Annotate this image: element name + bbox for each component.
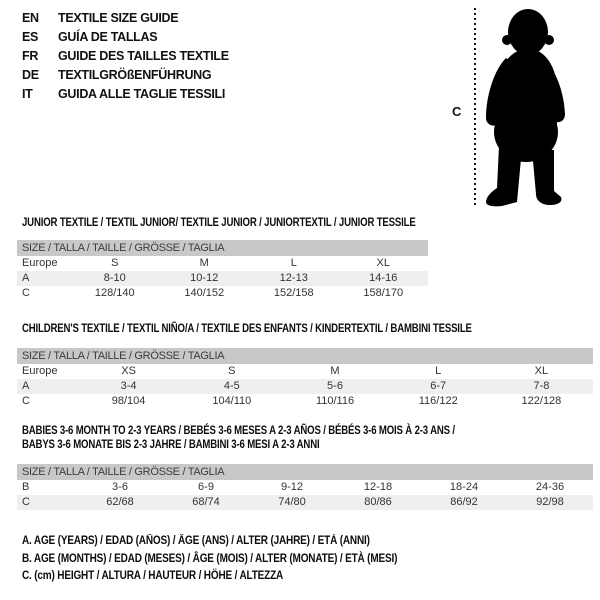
language-title: TEXTILGRÖßENFÜHRUNG <box>58 67 212 82</box>
table-row <box>17 256 428 271</box>
table-cell: 74/80 <box>278 496 306 508</box>
language-code: FR <box>22 48 39 63</box>
table-cell: 6-9 <box>198 481 214 493</box>
language-title: GUÍA DE TALLAS <box>58 29 158 44</box>
table-cell: 12-13 <box>279 272 308 284</box>
section-title-children: CHILDREN'S TEXTILE / TEXTIL NIÑO/A / TEXTILE DES ENFANTS / KINDERTEXTIL / BAMBINI TESSILE <box>22 321 472 335</box>
legend-line-c: C. (cm) HEIGHT / ALTURA / HAUTEUR / HÖHE / ALTEZZA <box>22 570 284 582</box>
language-code: ES <box>22 29 39 44</box>
table-cell: 14-16 <box>369 272 398 284</box>
table-cell: M <box>199 257 209 269</box>
table-header-bar: SIZE / TALLA / TAILLE / GRÖSSE / TAGLIA <box>17 464 593 480</box>
legend-line-a: A. AGE (YEARS) / EDAD (AÑOS) / ÂGE (ANS) / ALTER (JAHRE) / ETÀ (ANNI) <box>22 535 370 547</box>
table-cell: L <box>290 257 297 269</box>
table-cell: 12-18 <box>363 481 393 493</box>
table-cell: S <box>228 365 236 377</box>
section-title-babies <box>22 424 455 451</box>
table-cell: 110/116 <box>315 395 355 407</box>
table-cell: 6-7 <box>430 380 447 392</box>
legend-line-b: B. AGE (MONTHS) / EDAD (MESES) / ÂGE (MOIS) / ALTER (MONATE) / ETÀ (MESI) <box>22 552 398 565</box>
table-cell: 128/140 <box>94 287 135 299</box>
table-cell: 62/68 <box>106 496 134 508</box>
row-label: C <box>22 287 30 299</box>
table-cell: 9-12 <box>280 481 304 493</box>
height-dotted-line <box>474 8 476 208</box>
table-header-bar: SIZE / TALLA / TAILLE / GRÖSSE / TAGLIA <box>17 348 593 364</box>
table-cell: 18-24 <box>449 481 479 493</box>
table-cell: 10-12 <box>190 272 219 284</box>
table-cell: L <box>435 365 442 377</box>
table-cell: 3-6 <box>112 481 128 493</box>
language-list <box>22 8 229 103</box>
table-cell: 158/170 <box>363 287 404 299</box>
row-label: Europe <box>22 365 58 377</box>
size-table-babies <box>17 464 593 510</box>
table-cell: 24-36 <box>535 481 565 493</box>
language-row-en <box>22 8 229 27</box>
section-title-junior: JUNIOR TEXTILE / TEXTIL JUNIOR/ TEXTILE JUNIOR / JUNIORTEXTIL / JUNIOR TESSILE <box>22 215 416 229</box>
language-code: IT <box>22 86 33 101</box>
table-cell: 116/122 <box>418 395 458 407</box>
legend <box>22 533 397 586</box>
table-header-bar: SIZE / TALLA / TAILLE / GRÖSSE / TAGLIA <box>17 240 428 256</box>
table-cell: 122/128 <box>521 395 562 407</box>
language-row-es <box>22 27 229 46</box>
language-title: GUIDE DES TAILLES TEXTILE <box>58 48 229 63</box>
table-cell: 140/152 <box>184 287 225 299</box>
table-cell: 98/104 <box>111 395 146 407</box>
row-label: Europe <box>22 257 58 269</box>
table-cell: 4-5 <box>223 380 240 392</box>
table-row <box>17 379 593 394</box>
language-row-it <box>22 84 229 103</box>
table-cell: S <box>111 257 119 269</box>
table-cell: 8-10 <box>103 272 126 284</box>
table-row <box>17 271 428 286</box>
table-cell: M <box>330 365 340 377</box>
row-label: B <box>22 481 30 493</box>
table-row <box>17 286 428 301</box>
row-label: C <box>22 496 30 508</box>
table-cell: 104/110 <box>212 395 252 407</box>
section-title-line2: BABYS 3-6 MONATE BIS 2-3 JAHRE / BAMBINI 3-6 MESI A 2-3 ANNI <box>22 436 320 451</box>
size-table-junior <box>17 240 428 301</box>
table-cell: XL <box>376 257 390 269</box>
size-table-children <box>17 348 593 409</box>
table-row <box>17 394 593 409</box>
language-code: DE <box>22 67 39 82</box>
row-label: A <box>22 380 30 392</box>
table-row <box>17 480 593 495</box>
row-label: A <box>22 272 30 284</box>
table-cell: 7-8 <box>533 380 550 392</box>
table-cell: 3-4 <box>120 380 137 392</box>
language-code: EN <box>22 10 39 25</box>
table-row <box>17 495 593 510</box>
language-title: TEXTILE SIZE GUIDE <box>58 10 179 25</box>
table-cell: 68/74 <box>192 496 220 508</box>
table-cell: 92/98 <box>536 496 564 508</box>
language-row-fr <box>22 46 229 65</box>
row-label: C <box>22 395 30 407</box>
language-title: GUIDA ALLE TAGLIE TESSILI <box>58 86 226 101</box>
table-cell: 5-6 <box>327 380 343 392</box>
section-title-line1: BABIES 3-6 MONTH TO 2-3 YEARS / BEBÉS 3-6 MESES A 2-3 AÑOS / BÉBÉS 3-6 MOIS À 2-3 ANS / <box>22 423 455 437</box>
table-cell: 86/92 <box>450 496 478 508</box>
table-cell: 80/86 <box>364 496 392 508</box>
table-cell: XS <box>121 365 136 377</box>
table-cell: XL <box>534 365 549 377</box>
table-row <box>17 364 593 379</box>
language-row-de <box>22 65 229 84</box>
table-cell: 152/158 <box>273 287 314 299</box>
height-label: C <box>452 104 462 119</box>
baby-silhouette-icon <box>484 8 568 208</box>
